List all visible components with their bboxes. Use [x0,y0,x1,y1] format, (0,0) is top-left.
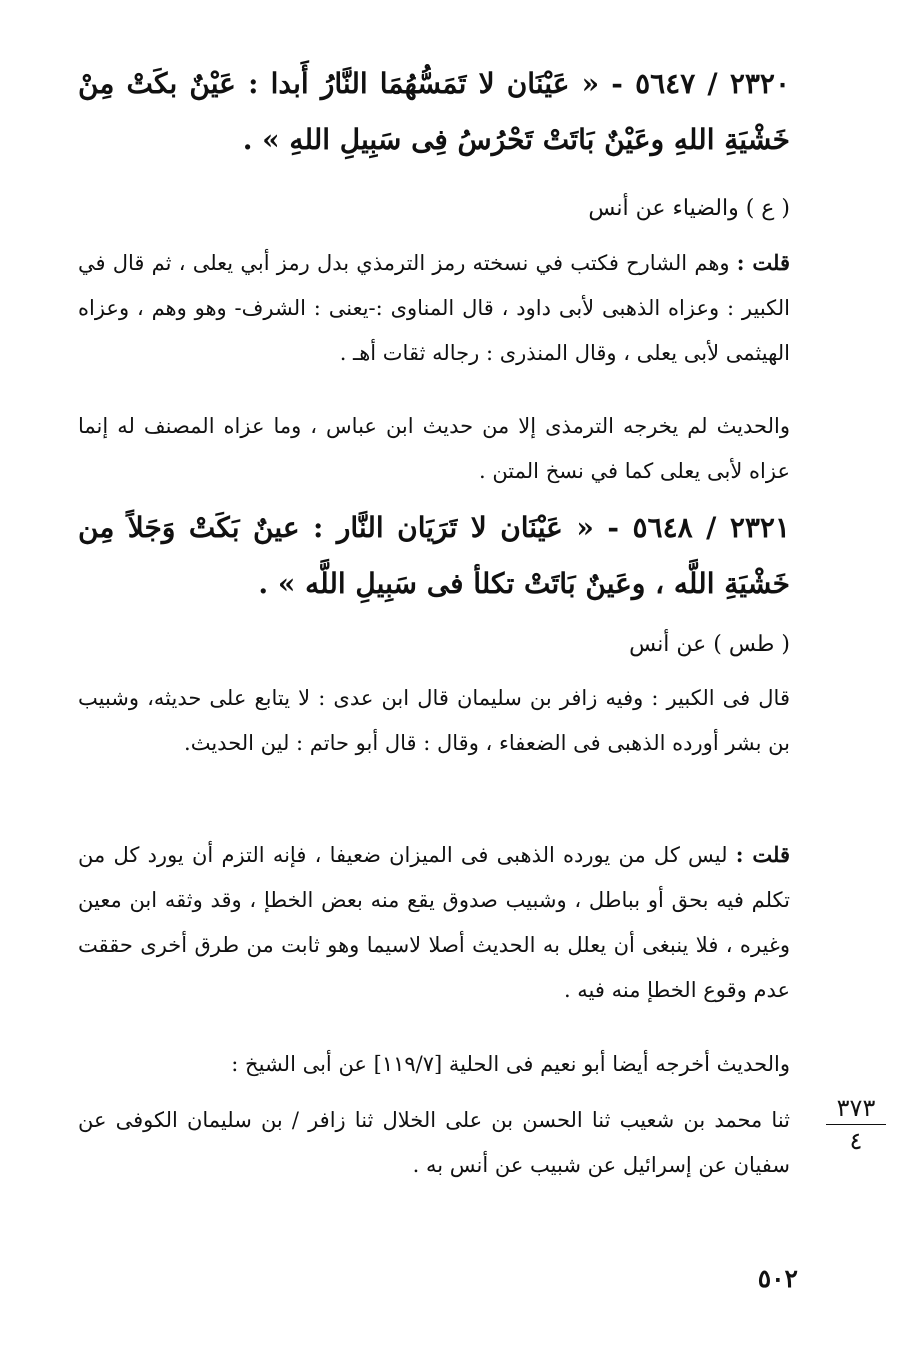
commentary-paragraph-4 [78,832,790,1013]
commentary-paragraph-6: ثنا محمد بن شعيب ثنا الحسن بن على الخلال ثنا زافر / بن سليمان الكوفى عن سفيان عن إسرائيل عن شبيب عن أنس به . [78,1108,790,1177]
commentary-paragraph-3: قال فى الكبير : وفيه زافر بن سليمان قال ابن عدى : لا يتابع على حديثه، وشبيب بن بشر أورده الذهبى فى الضعفاء ، وقال : قال أبو حاتم : لين الحديث. [78,686,790,755]
page-number: ٥٠٢ [757,1264,798,1293]
commentary-1-body: وهم الشارح فكتب في نسخته رمز الترمذي بدل رمز أبي يعلى ، ثم قال في الكبير : وعزاه الذهبى لأبى داود ، قال المناوى :-يعنى : الشرف- وهو وهم ، وعزاه الهيثمى لأبى يعلى ، وقال المنذرى : رجاله ثقات أهـ . [78,251,790,365]
margin-reference-numerator: ٣٧٣ [826,1094,886,1125]
hadith-2321-source: ( طس ) عن أنس [629,632,790,657]
commentary-1-lead: قلت : [736,250,790,275]
hadith-2320-source: ( ع ) والضياء عن أنس [588,196,790,221]
margin-reference-denominator: ٤ [849,1127,863,1155]
commentary-paragraph-1 [78,240,790,376]
commentary-paragraph-5: والحديث أخرجه أيضا أبو نعيم فى الحلية [١١٩/٧] عن أبى الشيخ : [231,1052,790,1076]
hadith-2320-text: ٢٣٢٠ / ٥٦٤٧ - « عَيْنَان لا تَمَسُّهُمَا النَّارُ أَبدا : عَيْنٌ بكَتْ مِنْ خَشْيَةِ اللهِ وعَيْنٌ بَاتَتْ تَحْرُسُ فِى سَبِيلِ اللهِ » . [78,67,790,156]
hadith-2321-text: ٢٣٢١ / ٥٦٤٨ - « عَيْنَان لا تَرَيَان النَّار : عينٌ بَكَتْ وَجَلاً مِن خَشْيَةِ اللَّه ، وعَينٌ بَاتَتْ تكلأ فى سَبِيلِ اللَّه » . [78,511,790,600]
commentary-4-body: ليس كل من يورده الذهبى فى الميزان ضعيفا ، فإنه التزم أن يورد كل من تكلم فيه بحق أو بباطل ، وشبيب صدوق يقع منه بعض الخطإ ، وقد وثقه ابن معين وغيره ، فلا ينبغى أن يعلل به الحديث أصلا لاسيما وهو ثابت من طرق أخرى حققت عدم وقوع الخطإ منه فيه . [78,843,790,1002]
margin-page-reference [826,1094,886,1155]
commentary-4-lead: قلت : [735,842,790,867]
commentary-paragraph-2: والحديث لم يخرجه الترمذى إلا من حديث ابن عباس ، وما عزاه المصنف له إنما عزاه لأبى يعلى كما في نسخ المتن . [78,414,790,483]
